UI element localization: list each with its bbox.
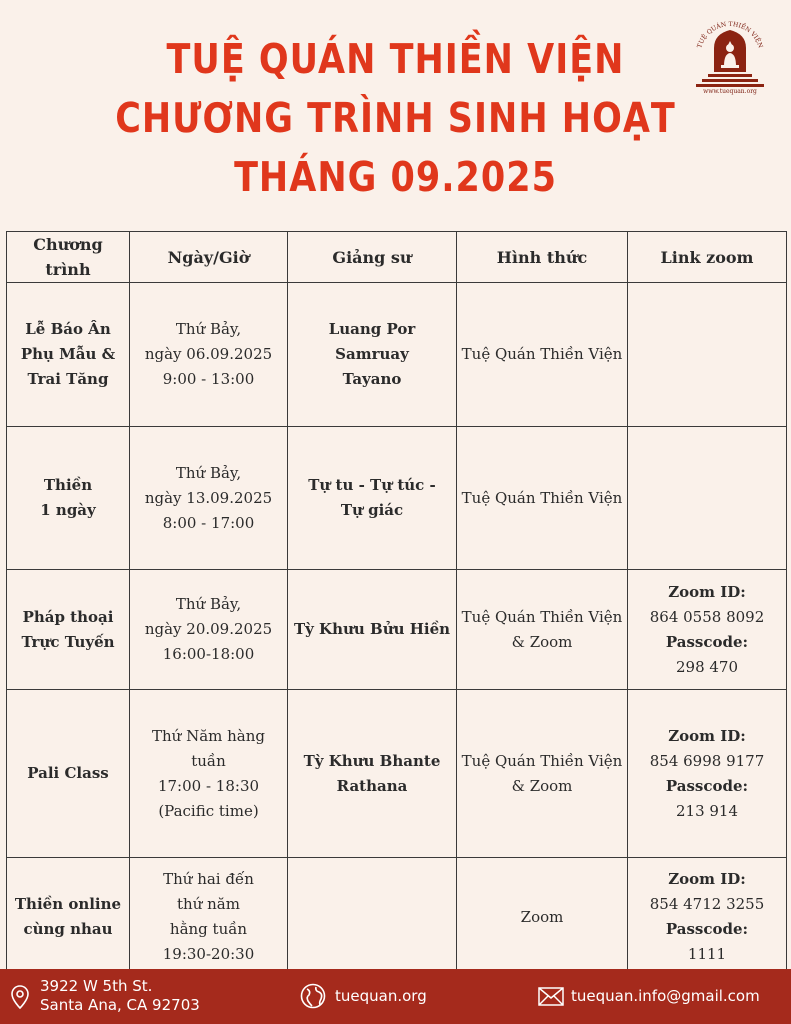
format-cell — [457, 283, 628, 427]
program-cell-line: Phụ Mẫu & — [20, 345, 116, 363]
format-cell-line: Tuệ Quán Thiền Viện — [461, 345, 623, 363]
globe-icon — [300, 983, 326, 1009]
teacher-cell-line: Rathana — [336, 776, 408, 795]
program-cell — [7, 690, 130, 858]
zoom-value: 864 0558 8092 — [649, 607, 765, 626]
program-cell — [7, 858, 130, 977]
address-line-1: 3922 W 5th St. — [40, 977, 153, 995]
program-cell-line: 1 ngày — [40, 501, 96, 519]
footer-website[interactable]: tuequan.org — [335, 987, 427, 1005]
location-pin-icon — [10, 984, 30, 1010]
datetime-cell-line: 19:30-20:30 — [162, 945, 255, 963]
program-cell — [7, 427, 130, 570]
table-row — [7, 858, 787, 977]
zoom-value: 854 6998 9177 — [649, 751, 765, 770]
column-header: Link zoom — [628, 232, 787, 283]
datetime-cell-line: ngày 20.09.2025 — [144, 620, 273, 638]
format-cell — [457, 690, 628, 858]
title-line-3: THÁNG 09.2025 — [234, 154, 557, 202]
table-header-row — [7, 232, 787, 283]
datetime-cell-line: thứ năm — [177, 895, 240, 913]
program-cell-line: Thiền online — [14, 895, 122, 913]
program-cell-line: Pali Class — [27, 764, 109, 782]
column-header: Giảng sư — [288, 232, 457, 283]
datetime-cell-line: Thứ Bảy, — [175, 463, 242, 482]
table-row — [7, 427, 787, 570]
address-line-2: Santa Ana, CA 92703 — [40, 996, 200, 1014]
zoom-value: 1111 — [687, 945, 727, 963]
zoom-cell — [628, 427, 787, 570]
teacher-cell-line: Luang Por Samruay — [328, 320, 416, 363]
teacher-cell — [288, 690, 457, 858]
zoom-cell — [628, 570, 787, 690]
format-cell — [457, 427, 628, 570]
format-cell-line: Tuệ Quán Thiền Viện — [461, 607, 623, 626]
zoom-label: Passcode: — [665, 920, 749, 938]
format-cell-line: & Zoom — [511, 776, 573, 795]
footer — [0, 969, 791, 1024]
program-cell-line: cùng nhau — [23, 920, 113, 938]
program-cell — [7, 570, 130, 690]
datetime-cell — [130, 283, 288, 427]
teacher-cell — [288, 570, 457, 690]
program-cell — [7, 283, 130, 427]
datetime-cell-line: ngày 06.09.2025 — [144, 345, 273, 363]
datetime-cell-line: ngày 13.09.2025 — [144, 488, 273, 507]
datetime-cell-line: 16:00-18:00 — [162, 645, 255, 663]
zoom-label: Zoom ID: — [668, 582, 746, 601]
teacher-cell-line: Tự tu - Tự túc - — [308, 476, 436, 494]
format-cell-line: Tuệ Quán Thiền Viện — [461, 751, 623, 770]
zoom-label: Passcode: — [665, 776, 749, 795]
footer-email[interactable]: tuequan.info@gmail.com — [571, 987, 760, 1005]
datetime-cell-line: 8:00 - 17:00 — [162, 513, 255, 532]
logo-url: www.tuequan.org — [703, 88, 757, 95]
teacher-cell-line: Tỳ Khưu Bhante — [303, 751, 441, 770]
datetime-cell-line: 9:00 - 13:00 — [162, 370, 255, 388]
table-row — [7, 570, 787, 690]
table-row — [7, 283, 787, 427]
envelope-icon — [538, 987, 564, 1006]
temple-logo — [688, 18, 772, 98]
zoom-label: Passcode: — [665, 632, 749, 651]
teacher-cell-line: Tự giác — [340, 501, 404, 519]
title-line-1: TUỆ QUÁN THIỀN VIỆN — [166, 36, 625, 84]
zoom-cell — [628, 858, 787, 977]
schedule-table — [6, 231, 787, 977]
datetime-cell — [130, 858, 288, 977]
teacher-cell — [288, 427, 457, 570]
format-cell-line: Tuệ Quán Thiền Viện — [461, 488, 623, 507]
teacher-cell — [288, 283, 457, 427]
zoom-value: 213 914 — [675, 801, 739, 820]
logo-arc-text: TUỆ QUÁN THIỀN VIỆN — [696, 20, 764, 49]
format-cell — [457, 858, 628, 977]
zoom-label: Zoom ID: — [668, 726, 746, 745]
title-line-2: CHƯƠNG TRÌNH SINH HOẠT — [115, 95, 676, 143]
program-cell-line: Trực Tuyến — [21, 632, 115, 651]
zoom-label: Zoom ID: — [668, 870, 746, 888]
column-header: Ngày/Giờ — [130, 232, 288, 283]
zoom-cell — [628, 283, 787, 427]
format-cell-line: Zoom — [520, 907, 564, 926]
buddha-temple-icon — [688, 18, 772, 90]
datetime-cell — [130, 570, 288, 690]
footer-address — [40, 977, 200, 1015]
zoom-cell — [628, 690, 787, 858]
datetime-cell-line: (Pacific time) — [158, 801, 259, 820]
zoom-value: 298 470 — [675, 657, 739, 676]
teacher-cell-line: Tayano — [342, 370, 402, 388]
datetime-cell-line: Thứ hai đến — [163, 870, 254, 888]
program-cell-line: Trai Tăng — [27, 370, 109, 388]
datetime-cell — [130, 427, 288, 570]
datetime-cell-line: hằng tuần — [169, 920, 248, 938]
program-cell-line: Pháp thoại — [22, 607, 114, 626]
datetime-cell-line: 17:00 - 18:30 — [157, 776, 260, 795]
datetime-cell-line: Thứ Bảy, — [175, 595, 242, 613]
column-header: Chương trình — [7, 232, 130, 283]
zoom-value: 854 4712 3255 — [649, 895, 765, 913]
column-header: Hình thức — [457, 232, 628, 283]
datetime-cell-line: tuần — [191, 751, 226, 770]
program-cell-line: Lễ Báo Ân — [25, 320, 111, 338]
format-cell-line: & Zoom — [511, 632, 573, 651]
table-row — [7, 690, 787, 858]
datetime-cell — [130, 690, 288, 858]
datetime-cell-line: Thứ Bảy, — [175, 320, 242, 338]
format-cell — [457, 570, 628, 690]
teacher-cell-line: Tỳ Khưu Bửu Hiền — [293, 620, 451, 638]
program-cell-line: Thiền — [43, 476, 93, 494]
teacher-cell — [288, 858, 457, 977]
datetime-cell-line: Thứ Năm hàng — [151, 726, 266, 745]
